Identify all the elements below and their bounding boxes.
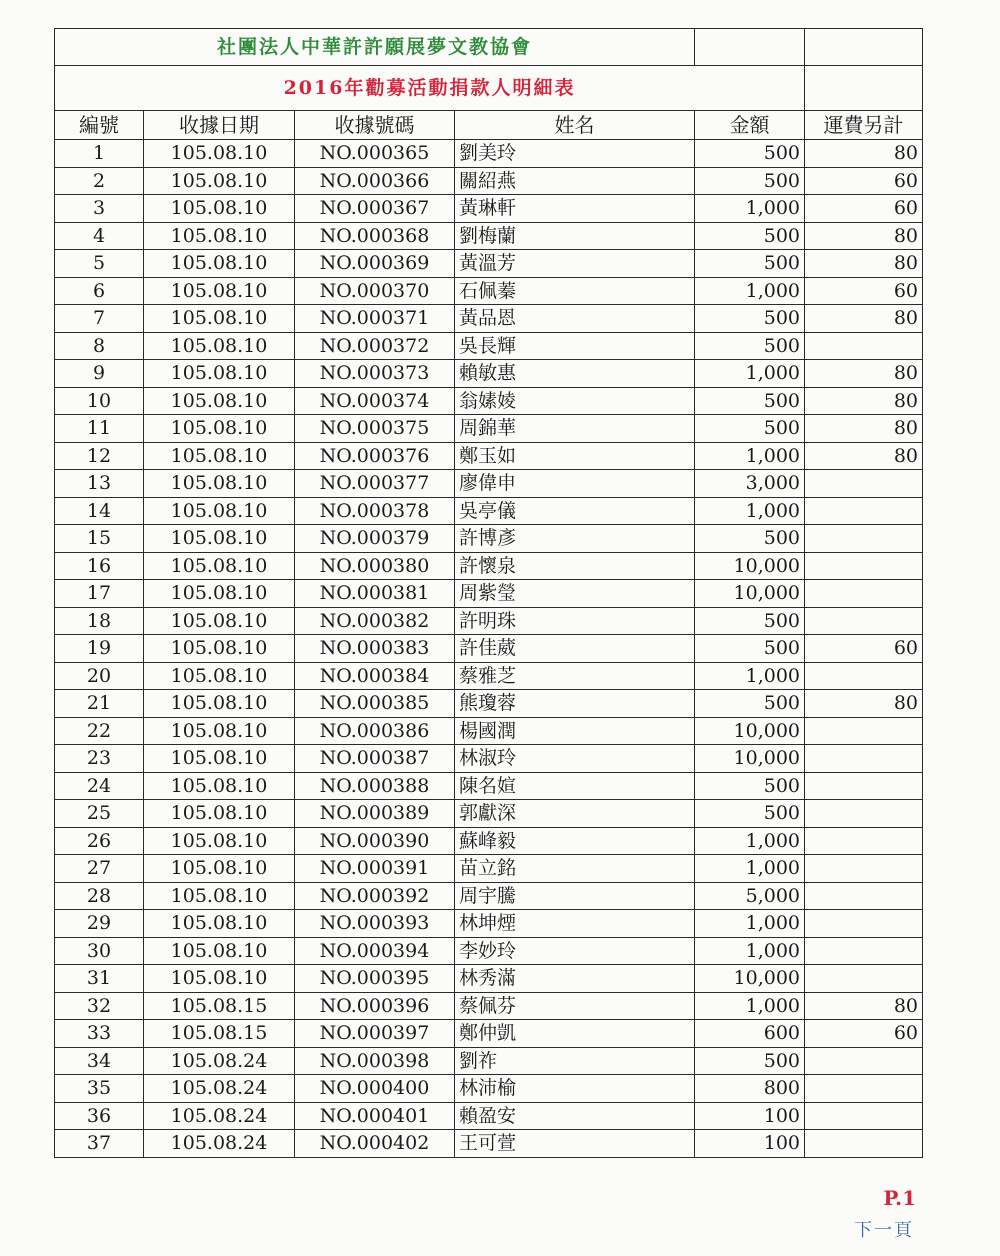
table-row [55, 552, 923, 580]
donor-table [54, 28, 923, 1158]
donation-amount: 500 [695, 140, 805, 168]
row-number: 1 [55, 140, 144, 168]
row-number: 30 [55, 937, 144, 965]
receipt-number: NO.000377 [295, 470, 455, 498]
receipt-date: 105.08.10 [144, 167, 295, 195]
receipt-number: NO.000370 [295, 277, 455, 305]
donor-name: 陳名媗 [455, 772, 695, 800]
blank-cell [695, 29, 805, 66]
row-number: 20 [55, 662, 144, 690]
shipping-fee [805, 1102, 923, 1130]
doc-title: 2016年勸募活動捐款人明細表 [55, 66, 805, 111]
receipt-date: 105.08.10 [144, 882, 295, 910]
table-row [55, 580, 923, 608]
header-name: 姓名 [455, 111, 695, 140]
donor-name: 劉祚 [455, 1047, 695, 1075]
receipt-date: 105.08.10 [144, 305, 295, 333]
row-number: 15 [55, 525, 144, 553]
receipt-date: 105.08.10 [144, 470, 295, 498]
receipt-date: 105.08.10 [144, 222, 295, 250]
shipping-fee [805, 800, 923, 828]
table-row [55, 1102, 923, 1130]
receipt-date: 105.08.10 [144, 332, 295, 360]
table-row [55, 745, 923, 773]
donor-name: 許明珠 [455, 607, 695, 635]
row-number: 11 [55, 415, 144, 443]
donor-name: 王可萱 [455, 1130, 695, 1158]
table-row [55, 470, 923, 498]
table-row [55, 717, 923, 745]
shipping-fee: 80 [805, 140, 923, 168]
row-number: 13 [55, 470, 144, 498]
table-row [55, 607, 923, 635]
shipping-fee [805, 525, 923, 553]
donation-amount: 1,000 [695, 855, 805, 883]
shipping-fee [805, 580, 923, 608]
receipt-number: NO.000402 [295, 1130, 455, 1158]
donation-amount: 500 [695, 772, 805, 800]
donation-amount: 10,000 [695, 965, 805, 993]
receipt-number: NO.000379 [295, 525, 455, 553]
row-number: 8 [55, 332, 144, 360]
row-number: 34 [55, 1047, 144, 1075]
receipt-number: NO.000384 [295, 662, 455, 690]
receipt-number: NO.000393 [295, 910, 455, 938]
row-number: 26 [55, 827, 144, 855]
donor-name: 林沛榆 [455, 1075, 695, 1103]
row-number: 6 [55, 277, 144, 305]
shipping-fee [805, 882, 923, 910]
receipt-number: NO.000376 [295, 442, 455, 470]
receipt-number: NO.000398 [295, 1047, 455, 1075]
receipt-date: 105.08.10 [144, 277, 295, 305]
donation-amount: 1,000 [695, 360, 805, 388]
donation-amount: 500 [695, 250, 805, 278]
donation-amount: 1,000 [695, 992, 805, 1020]
table-row [55, 662, 923, 690]
row-number: 3 [55, 195, 144, 223]
donor-name: 苗立銘 [455, 855, 695, 883]
donor-name: 周宇騰 [455, 882, 695, 910]
receipt-number: NO.000383 [295, 635, 455, 663]
donor-name: 周錦華 [455, 415, 695, 443]
shipping-fee [805, 607, 923, 635]
donor-name: 吳亭儀 [455, 497, 695, 525]
header-row [55, 111, 923, 140]
row-number: 35 [55, 1075, 144, 1103]
donor-name: 蘇峰毅 [455, 827, 695, 855]
receipt-number: NO.000380 [295, 552, 455, 580]
row-number: 31 [55, 965, 144, 993]
donor-name: 李妙玲 [455, 937, 695, 965]
table-row [55, 772, 923, 800]
header-receipt: 收據號碼 [295, 111, 455, 140]
shipping-fee [805, 1075, 923, 1103]
table-row [55, 222, 923, 250]
donor-name: 許懷泉 [455, 552, 695, 580]
donation-amount: 500 [695, 332, 805, 360]
row-number: 28 [55, 882, 144, 910]
donation-amount: 1,000 [695, 442, 805, 470]
row-number: 2 [55, 167, 144, 195]
table-row [55, 415, 923, 443]
donation-amount: 500 [695, 1047, 805, 1075]
receipt-date: 105.08.10 [144, 497, 295, 525]
receipt-number: NO.000396 [295, 992, 455, 1020]
donation-amount: 1,000 [695, 497, 805, 525]
shipping-fee [805, 910, 923, 938]
donation-amount: 1,000 [695, 827, 805, 855]
receipt-number: NO.000366 [295, 167, 455, 195]
table-row [55, 635, 923, 663]
receipt-date: 105.08.10 [144, 910, 295, 938]
receipt-date: 105.08.10 [144, 525, 295, 553]
donor-name: 林秀滿 [455, 965, 695, 993]
row-number: 36 [55, 1102, 144, 1130]
receipt-date: 105.08.10 [144, 140, 295, 168]
receipt-number: NO.000389 [295, 800, 455, 828]
shipping-fee: 80 [805, 222, 923, 250]
table-row [55, 1075, 923, 1103]
donor-name: 熊瓊蓉 [455, 690, 695, 718]
shipping-fee: 60 [805, 195, 923, 223]
donation-amount: 500 [695, 525, 805, 553]
receipt-date: 105.08.10 [144, 387, 295, 415]
receipt-number: NO.000369 [295, 250, 455, 278]
donor-name: 廖偉申 [455, 470, 695, 498]
donation-amount: 1,000 [695, 277, 805, 305]
receipt-date: 105.08.10 [144, 607, 295, 635]
receipt-number: NO.000388 [295, 772, 455, 800]
receipt-number: NO.000394 [295, 937, 455, 965]
receipt-number: NO.000371 [295, 305, 455, 333]
donation-amount: 800 [695, 1075, 805, 1103]
shipping-fee [805, 1047, 923, 1075]
donation-amount: 100 [695, 1130, 805, 1158]
row-number: 21 [55, 690, 144, 718]
shipping-fee [805, 855, 923, 883]
header-amount: 金額 [695, 111, 805, 140]
table-row [55, 1130, 923, 1158]
table-row [55, 497, 923, 525]
row-number: 25 [55, 800, 144, 828]
table-row [55, 690, 923, 718]
donation-amount: 500 [695, 690, 805, 718]
shipping-fee: 80 [805, 690, 923, 718]
receipt-number: NO.000382 [295, 607, 455, 635]
receipt-number: NO.000372 [295, 332, 455, 360]
row-number: 37 [55, 1130, 144, 1158]
header-date: 收據日期 [144, 111, 295, 140]
shipping-fee: 60 [805, 167, 923, 195]
donor-name: 林坤煙 [455, 910, 695, 938]
receipt-date: 105.08.10 [144, 937, 295, 965]
receipt-number: NO.000385 [295, 690, 455, 718]
row-number: 16 [55, 552, 144, 580]
table-row [55, 827, 923, 855]
shipping-fee: 60 [805, 1020, 923, 1048]
donor-name: 黃溫芳 [455, 250, 695, 278]
table-row [55, 525, 923, 553]
donor-name: 許博彥 [455, 525, 695, 553]
table-row [55, 910, 923, 938]
donation-amount: 10,000 [695, 552, 805, 580]
row-number: 32 [55, 992, 144, 1020]
shipping-fee: 80 [805, 360, 923, 388]
receipt-date: 105.08.10 [144, 690, 295, 718]
row-number: 4 [55, 222, 144, 250]
row-number: 14 [55, 497, 144, 525]
donor-name: 蔡雅芝 [455, 662, 695, 690]
row-number: 29 [55, 910, 144, 938]
donation-amount: 5,000 [695, 882, 805, 910]
row-number: 5 [55, 250, 144, 278]
donation-amount: 1,000 [695, 662, 805, 690]
table-row [55, 332, 923, 360]
row-number: 23 [55, 745, 144, 773]
table-row [55, 1047, 923, 1075]
shipping-fee: 60 [805, 277, 923, 305]
receipt-number: NO.000373 [295, 360, 455, 388]
table-row [55, 305, 923, 333]
row-number: 12 [55, 442, 144, 470]
receipt-number: NO.000400 [295, 1075, 455, 1103]
donation-amount: 500 [695, 415, 805, 443]
donor-name: 關紹燕 [455, 167, 695, 195]
receipt-date: 105.08.10 [144, 635, 295, 663]
table-row [55, 965, 923, 993]
receipt-date: 105.08.10 [144, 442, 295, 470]
receipt-date: 105.08.10 [144, 415, 295, 443]
donation-amount: 10,000 [695, 580, 805, 608]
shipping-fee: 80 [805, 415, 923, 443]
row-number: 33 [55, 1020, 144, 1048]
donation-amount: 10,000 [695, 745, 805, 773]
shipping-fee [805, 470, 923, 498]
donation-amount: 1,000 [695, 195, 805, 223]
receipt-number: NO.000381 [295, 580, 455, 608]
shipping-fee: 80 [805, 305, 923, 333]
title-row [55, 66, 923, 111]
shipping-fee [805, 745, 923, 773]
row-number: 27 [55, 855, 144, 883]
table-row [55, 140, 923, 168]
shipping-fee [805, 552, 923, 580]
shipping-fee [805, 772, 923, 800]
page-number: P.1 [883, 1186, 916, 1210]
row-number: 24 [55, 772, 144, 800]
donor-name: 許佳葳 [455, 635, 695, 663]
receipt-date: 105.08.24 [144, 1075, 295, 1103]
donor-name: 鄭玉如 [455, 442, 695, 470]
receipt-number: NO.000386 [295, 717, 455, 745]
shipping-fee: 80 [805, 442, 923, 470]
shipping-fee [805, 1130, 923, 1158]
receipt-date: 105.08.15 [144, 992, 295, 1020]
receipt-date: 105.08.24 [144, 1102, 295, 1130]
donor-name: 林淑玲 [455, 745, 695, 773]
shipping-fee [805, 717, 923, 745]
table-row [55, 250, 923, 278]
receipt-date: 105.08.24 [144, 1047, 295, 1075]
next-page-link[interactable]: 下一頁 [854, 1220, 914, 1241]
receipt-date: 105.08.10 [144, 662, 295, 690]
receipt-number: NO.000375 [295, 415, 455, 443]
receipt-number: NO.000365 [295, 140, 455, 168]
shipping-fee [805, 827, 923, 855]
table-row [55, 360, 923, 388]
table-row [55, 1020, 923, 1048]
receipt-date: 105.08.10 [144, 745, 295, 773]
receipt-date: 105.08.10 [144, 360, 295, 388]
receipt-number: NO.000368 [295, 222, 455, 250]
receipt-date: 105.08.10 [144, 827, 295, 855]
receipt-number: NO.000367 [295, 195, 455, 223]
row-number: 18 [55, 607, 144, 635]
donor-name: 翁嫊婈 [455, 387, 695, 415]
table-row [55, 387, 923, 415]
donation-amount: 1,000 [695, 910, 805, 938]
donor-name: 賴盈安 [455, 1102, 695, 1130]
receipt-date: 105.08.10 [144, 195, 295, 223]
donation-amount: 500 [695, 387, 805, 415]
org-row [55, 29, 923, 66]
receipt-date: 105.08.10 [144, 250, 295, 278]
receipt-number: NO.000397 [295, 1020, 455, 1048]
shipping-fee [805, 497, 923, 525]
donor-name: 楊國潤 [455, 717, 695, 745]
donation-amount: 10,000 [695, 717, 805, 745]
donor-name: 石佩蓁 [455, 277, 695, 305]
receipt-date: 105.08.10 [144, 772, 295, 800]
shipping-fee: 80 [805, 992, 923, 1020]
donation-amount: 3,000 [695, 470, 805, 498]
receipt-number: NO.000378 [295, 497, 455, 525]
donation-amount: 500 [695, 800, 805, 828]
header-shipping: 運費另計 [805, 111, 923, 140]
donor-name: 劉梅蘭 [455, 222, 695, 250]
donation-amount: 1,000 [695, 937, 805, 965]
donor-name: 郭獻深 [455, 800, 695, 828]
donation-amount: 500 [695, 305, 805, 333]
row-number: 17 [55, 580, 144, 608]
receipt-date: 105.08.10 [144, 965, 295, 993]
receipt-date: 105.08.15 [144, 1020, 295, 1048]
donor-name: 劉美玲 [455, 140, 695, 168]
receipt-number: NO.000392 [295, 882, 455, 910]
receipt-number: NO.000391 [295, 855, 455, 883]
receipt-date: 105.08.10 [144, 855, 295, 883]
shipping-fee: 80 [805, 387, 923, 415]
donation-amount: 500 [695, 607, 805, 635]
table-row [55, 937, 923, 965]
donor-name: 鄭仲凱 [455, 1020, 695, 1048]
blank-cell [805, 66, 923, 111]
org-name: 社團法人中華許許願展夢文教協會 [55, 29, 695, 66]
table-row [55, 277, 923, 305]
donation-amount: 500 [695, 635, 805, 663]
blank-cell [805, 29, 923, 66]
shipping-fee [805, 332, 923, 360]
receipt-date: 105.08.10 [144, 717, 295, 745]
header-no: 編號 [55, 111, 144, 140]
row-number: 7 [55, 305, 144, 333]
receipt-date: 105.08.10 [144, 552, 295, 580]
donor-name: 吳長輝 [455, 332, 695, 360]
shipping-fee: 80 [805, 250, 923, 278]
donation-amount: 500 [695, 222, 805, 250]
receipt-number: NO.000387 [295, 745, 455, 773]
receipt-date: 105.08.24 [144, 1130, 295, 1158]
table-row [55, 195, 923, 223]
table-row [55, 882, 923, 910]
receipt-number: NO.000395 [295, 965, 455, 993]
donor-name: 周紫瑩 [455, 580, 695, 608]
donor-name: 蔡佩芬 [455, 992, 695, 1020]
row-number: 22 [55, 717, 144, 745]
table-row [55, 855, 923, 883]
receipt-number: NO.000374 [295, 387, 455, 415]
donor-name: 黃品恩 [455, 305, 695, 333]
shipping-fee [805, 937, 923, 965]
row-number: 9 [55, 360, 144, 388]
donation-amount: 100 [695, 1102, 805, 1130]
shipping-fee: 60 [805, 635, 923, 663]
table-row [55, 992, 923, 1020]
donor-name: 賴敏惠 [455, 360, 695, 388]
donation-amount: 500 [695, 167, 805, 195]
shipping-fee [805, 965, 923, 993]
receipt-date: 105.08.10 [144, 580, 295, 608]
table-row [55, 800, 923, 828]
row-number: 19 [55, 635, 144, 663]
donation-amount: 600 [695, 1020, 805, 1048]
receipt-date: 105.08.10 [144, 800, 295, 828]
table-row [55, 442, 923, 470]
row-number: 10 [55, 387, 144, 415]
table-row [55, 167, 923, 195]
receipt-number: NO.000401 [295, 1102, 455, 1130]
receipt-number: NO.000390 [295, 827, 455, 855]
donor-name: 黃琳軒 [455, 195, 695, 223]
shipping-fee [805, 662, 923, 690]
